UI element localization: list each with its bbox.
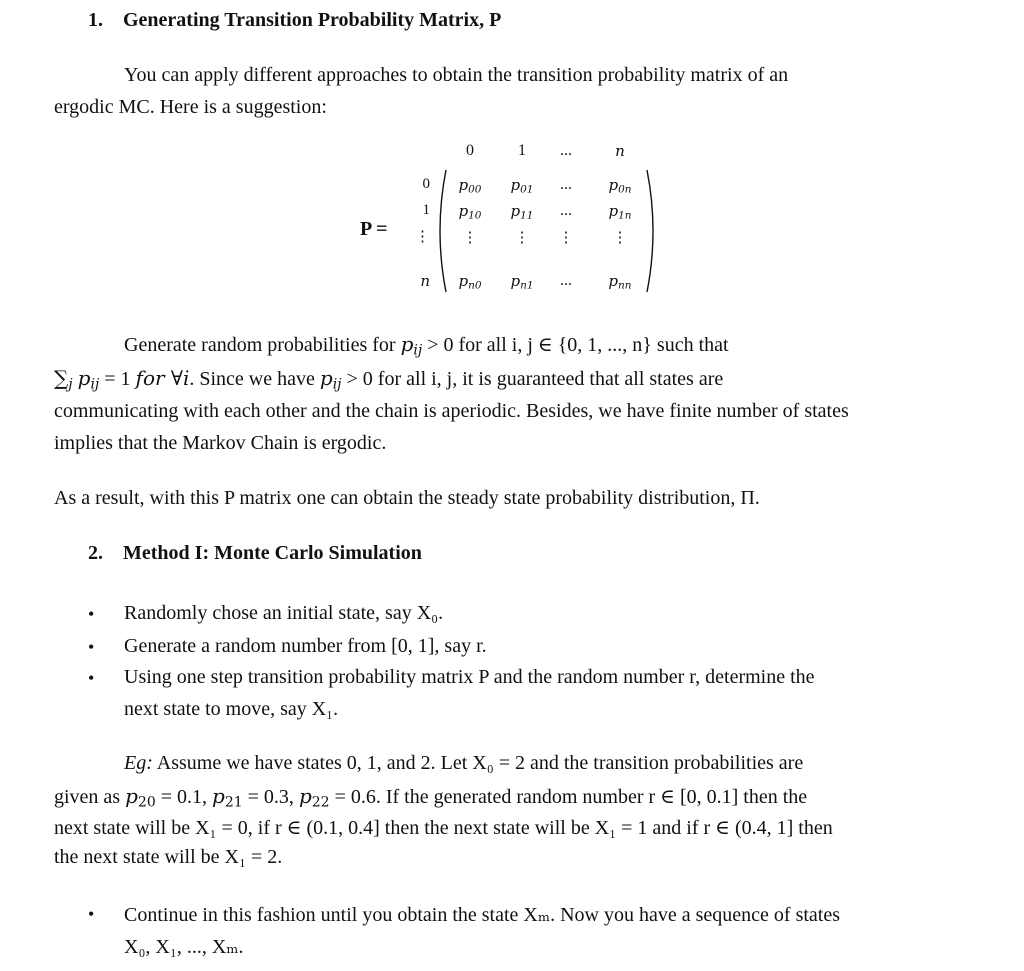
example-eg: Eg:: [124, 752, 153, 774]
math-pij-3: $p_{ij}$: [319, 366, 342, 393]
cell-vdots-1: ⋮: [514, 228, 530, 246]
row-label-1: 1: [422, 202, 430, 218]
col-header-0: 0: [466, 142, 474, 159]
example-line-3: next state will be X₁ = 0, if r ∈ (0.1, 0.4] then the next state will be X₁ = 1 and if r ∈ (0.4, 1] then: [54, 817, 833, 839]
section2-heading: [88, 542, 422, 565]
bullet-1: Randomly chose an initial state, say X₀.: [124, 602, 444, 624]
example-text-2d: = 0.6. If the generated random number r ∈ [0, 0.1] then the: [334, 786, 808, 808]
cell-pnn: $p_{nn}$: [608, 272, 632, 292]
cell-p0n: $p_{0n}$: [608, 176, 632, 196]
bullet-dot-3: •: [88, 668, 95, 688]
math-p22: $p_{22}$: [298, 784, 330, 811]
example-line-1: [124, 752, 803, 775]
col-header-dots: ...: [560, 142, 572, 159]
bullet-dot-2: •: [88, 637, 95, 657]
math-for-all: for ∀i: [135, 366, 190, 390]
cell-pn0: $p_{n0}$: [458, 272, 482, 292]
bullet-3-line-2: next state to move, say X₁.: [124, 698, 339, 720]
generate-text-b: > 0 for all i, j ∈ {0, 1, ..., n} such that: [427, 334, 729, 356]
example-text-2c: = 0.3,: [247, 786, 294, 808]
intro-line-2: ergodic MC. Here is a suggestion:: [54, 96, 327, 118]
matrix-label: P =: [360, 218, 388, 240]
result-line: As a result, with this P matrix one can obtain the steady state probability distribution, Π.: [54, 487, 760, 509]
section2-number: 2.: [88, 542, 103, 564]
generate-line-1: [124, 332, 970, 357]
section2-title: Method I: Monte Carlo Simulation: [123, 542, 422, 564]
generate-line-3: communicating with each other and the chain is aperiodic. Besides, we have finite number of states: [54, 400, 849, 422]
example-text-1: Assume we have states 0, 1, and 2. Let X₀ = 2 and the transition probabilities are: [156, 752, 804, 774]
cell-vdots-3: ⋮: [612, 228, 628, 246]
example-text-2a: given as: [54, 786, 121, 808]
bullet-3-line-1: Using one step transition probability matrix P and the random number r, determine the: [124, 666, 815, 688]
math-pij-2: $p_{ij}$: [77, 366, 100, 393]
cell-p01: $p_{01}$: [510, 176, 534, 196]
example-text-2b: = 0.1,: [160, 786, 208, 808]
cell-p00: $p_{00}$: [458, 176, 482, 196]
math-p20: $p_{20}$: [125, 784, 156, 811]
bullet-2: Generate a random number from [0, 1], say r.: [124, 635, 487, 657]
section1-number: 1.: [88, 9, 103, 31]
cell-pn1: $p_{n1}$: [510, 272, 534, 292]
bullet-dot-1: •: [88, 604, 95, 624]
generate-text-c: = 1: [104, 368, 131, 390]
cell-p11: $p_{11}$: [510, 202, 534, 222]
bullet-dot-4: •: [88, 904, 95, 924]
generate-line-2: [54, 366, 723, 391]
example-line-2: [54, 784, 807, 809]
section1-heading: [88, 9, 501, 32]
cell-vdots-2: ⋮: [558, 228, 574, 246]
generate-text-a: Generate random probabilities for: [124, 334, 396, 356]
generate-text-d: . Since we have: [189, 368, 315, 390]
last-bullet-line-1: Continue in this fashion until you obtain the state Xₘ. Now you have a sequence of states: [124, 904, 841, 926]
last-bullet-line-2: X₀, X₁, ..., Xₘ.: [124, 936, 244, 958]
cell-p1n: $p_{1n}$: [608, 202, 632, 222]
math-pij: $p_{ij}$: [400, 332, 423, 359]
col-header-1: 1: [518, 142, 526, 159]
example-line-4: the next state will be X₁ = 2.: [54, 846, 283, 868]
generate-text-e: > 0 for all i, j, it is guaranteed that all states are: [346, 368, 724, 390]
cell-p10: $p_{10}$: [458, 202, 482, 222]
row-label-vdots: ⋮: [415, 229, 430, 245]
row-label-0: 0: [422, 176, 430, 192]
generate-line-4: implies that the Markov Chain is ergodic.: [54, 432, 387, 454]
transition-matrix: [340, 138, 670, 298]
math-sum: $\sum_j$: [54, 366, 73, 393]
col-header-n: n: [615, 142, 625, 160]
cell-row1-dots: ...: [560, 202, 572, 219]
intro-line-1: You can apply different approaches to obtain the transition probability matrix of an: [124, 64, 789, 86]
cell-row0-dots: ...: [560, 176, 572, 193]
row-label-n: n: [420, 272, 430, 290]
math-p21: $p_{21}$: [212, 784, 243, 811]
cell-rown-dots: ...: [560, 272, 572, 289]
section1-title: Generating Transition Probability Matrix, P: [123, 9, 502, 31]
cell-vdots-0: ⋮: [462, 228, 478, 246]
